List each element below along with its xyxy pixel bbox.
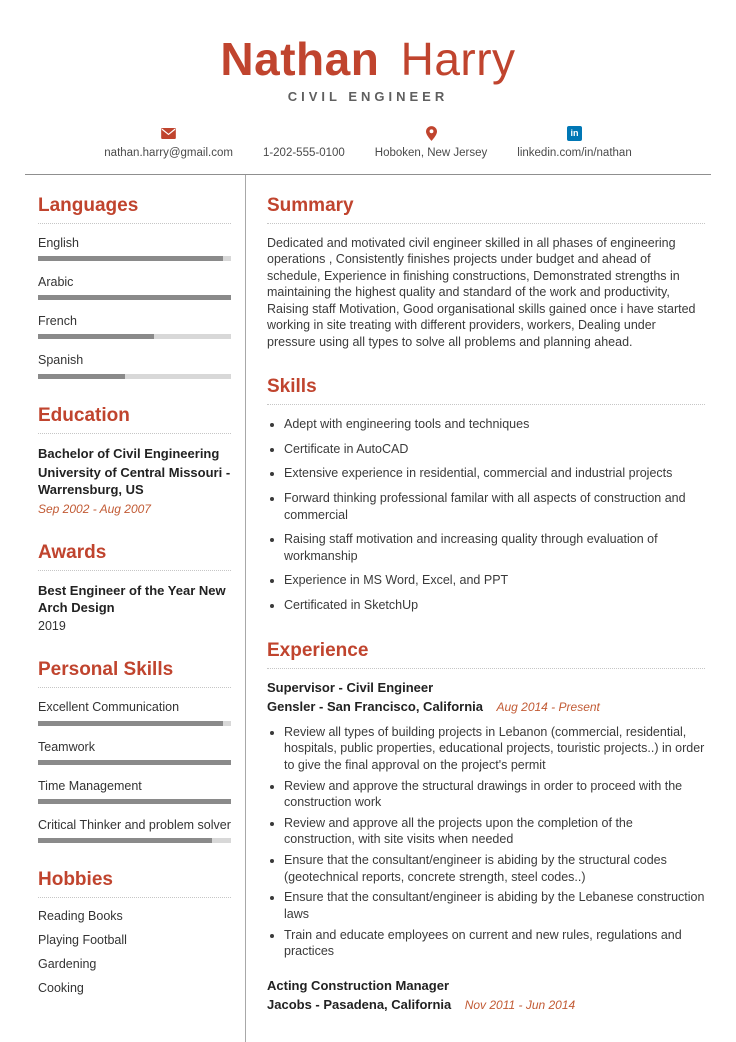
job-company: Gensler - San Francisco, California xyxy=(267,698,484,714)
experience-job xyxy=(267,680,705,960)
education-degree: Bachelor of Civil Engineering xyxy=(38,445,220,461)
skill-item: • Experience in MS Word, Excel, and PPT xyxy=(284,572,705,589)
language-bar-track xyxy=(38,256,231,261)
job-dates: Nov 2011 - Jun 2014 xyxy=(464,997,576,1012)
contact-linkedin xyxy=(517,126,631,159)
personal-skill-bar-fill xyxy=(38,838,212,843)
hobby-item: Cooking xyxy=(38,981,84,996)
phone-text: 1-202-555-0100 xyxy=(262,146,345,159)
language-item xyxy=(38,235,231,261)
job-bullet: • Ensure that the consultant/engineer is abiding by the Lebanese construction laws xyxy=(284,889,705,922)
language-label: English xyxy=(38,235,79,250)
award-year: 2019 xyxy=(38,619,66,634)
language-item xyxy=(38,352,231,378)
personal-skill-item xyxy=(38,739,231,765)
personal-skill-label: Excellent Communication xyxy=(38,700,180,715)
contact-email xyxy=(104,126,233,159)
experience-job xyxy=(267,978,705,1014)
personal-skill-bar-track xyxy=(38,799,231,804)
language-bar-fill xyxy=(38,295,231,300)
job-dates: Aug 2014 - Present xyxy=(496,699,600,714)
personal-skill-label: Critical Thinker and problem solver xyxy=(38,818,231,833)
language-label: Arabic xyxy=(38,274,74,289)
language-label: French xyxy=(38,314,77,329)
hobbies-section xyxy=(38,869,231,995)
skills-list xyxy=(267,416,705,614)
education-section xyxy=(38,405,231,516)
language-bar-fill xyxy=(38,256,223,261)
personal-skill-label: Teamwork xyxy=(38,739,95,754)
personal-skill-bar-fill xyxy=(38,799,231,804)
resume-body xyxy=(25,175,711,1042)
location-text: Hoboken, New Jersey xyxy=(374,146,488,159)
skill-item: • Adept with engineering tools and techniques xyxy=(284,416,705,433)
contact-row xyxy=(0,126,736,174)
summary-heading: Summary xyxy=(267,195,705,224)
job-company-line xyxy=(267,996,705,1014)
job-role: Acting Construction Manager xyxy=(267,977,450,993)
personal-skill-item xyxy=(38,699,231,725)
personal-skill-bar-track xyxy=(38,721,231,726)
hobby-item: Gardening xyxy=(38,957,97,972)
experience-heading: Experience xyxy=(267,640,705,669)
skill-item: • Forward thinking professional familar with all aspects of construction and commercial xyxy=(284,490,705,523)
language-bar-track xyxy=(38,334,231,339)
personal-skill-bar-track xyxy=(38,760,231,765)
job-bullet-list xyxy=(267,724,705,960)
language-bar-fill xyxy=(38,374,125,379)
skill-item: • Certificated in SketchUp xyxy=(284,597,705,614)
awards-heading: Awards xyxy=(38,542,231,571)
personal-skill-bar-track xyxy=(38,838,231,843)
experience-section xyxy=(267,640,705,1014)
personal-skill-bar-fill xyxy=(38,721,223,726)
last-name: Harry xyxy=(400,33,516,85)
education-dates: Sep 2002 - Aug 2007 xyxy=(38,502,151,517)
job-role: Supervisor - Civil Engineer xyxy=(267,679,434,695)
contact-phone xyxy=(263,147,345,159)
language-label: Spanish xyxy=(38,353,84,368)
email-text: nathan.harry@gmail.com xyxy=(104,146,233,159)
language-bar-track xyxy=(38,374,231,379)
job-bullet: • Review and approve the structural drawings in order to proceed with the construction work xyxy=(284,778,705,811)
skills-heading: Skills xyxy=(267,376,705,405)
location-pin-icon xyxy=(426,126,437,141)
languages-heading: Languages xyxy=(38,195,231,224)
person-job-title: CIVIL ENGINEER xyxy=(287,88,449,104)
education-heading: Education xyxy=(38,405,231,434)
languages-section xyxy=(38,195,231,379)
resume-header xyxy=(0,0,736,174)
linkedin-text: linkedin.com/in/nathan xyxy=(517,146,632,159)
language-item xyxy=(38,274,231,300)
skill-item: • Certificate in AutoCAD xyxy=(284,441,705,458)
sidebar xyxy=(25,175,246,1042)
hobbies-heading: Hobbies xyxy=(38,869,231,898)
job-bullet: • Train and educate employees on current and new rules, regulations and practices xyxy=(284,927,705,960)
job-company: Jacobs - Pasadena, California xyxy=(267,996,452,1012)
job-bullet: • Ensure that the consultant/engineer is abiding by the structural codes (geotechnical reports, concrete strength, steel codes..) xyxy=(284,852,705,885)
hobby-item: Playing Football xyxy=(38,933,127,948)
contact-location xyxy=(375,126,488,159)
skill-item: • Extensive experience in residential, commercial and industrial projects xyxy=(284,465,705,482)
personal-skill-bar-fill xyxy=(38,760,231,765)
language-bar-track xyxy=(38,295,231,300)
award-title: Best Engineer of the Year New Arch Design xyxy=(38,583,226,616)
summary-section xyxy=(267,195,705,351)
linkedin-icon: in xyxy=(567,126,582,141)
awards-section xyxy=(38,542,231,633)
job-bullet: • Review and approve all the projects upon the completion of the construction, with site visits when needed xyxy=(284,815,705,848)
job-company-line xyxy=(267,698,705,716)
skills-section xyxy=(267,376,705,614)
first-name: Nathan xyxy=(220,33,380,85)
personal-skills-heading: Personal Skills xyxy=(38,659,231,688)
person-name xyxy=(0,34,736,85)
job-bullet: • Review all types of building projects in Lebanon (commercial, residential, hospitals, public properties, educational projects, touristic projects..) in order to give the final approval on the project's permit xyxy=(284,724,705,774)
hobby-item: Reading Books xyxy=(38,909,123,924)
personal-skill-item xyxy=(38,817,231,843)
language-bar-fill xyxy=(38,334,154,339)
personal-skills-section xyxy=(38,659,231,843)
skill-item: • Raising staff motivation and increasing quality through evaluation of workmanship xyxy=(284,531,705,564)
personal-skill-item xyxy=(38,778,231,804)
education-school: University of Central Missouri - Warrensburg, US xyxy=(38,464,231,497)
summary-text: Dedicated and motivated civil engineer skilled in all phases of engineering operations , Consistently finishes projects under budget and ahead of schedule, Experience in finishing constructions, Demonstrated strengths in maintaining the highest quality and standard of the work and productivity, Raising staff Motivation, Good organisational skills gained once i have started working in site treating with different providers, workers, Dealing under pressure using all types to solve all problems and planning ahead. xyxy=(267,235,696,349)
main-content xyxy=(246,175,711,1042)
envelope-icon xyxy=(161,126,176,141)
personal-skill-label: Time Management xyxy=(38,778,142,793)
language-item xyxy=(38,313,231,339)
